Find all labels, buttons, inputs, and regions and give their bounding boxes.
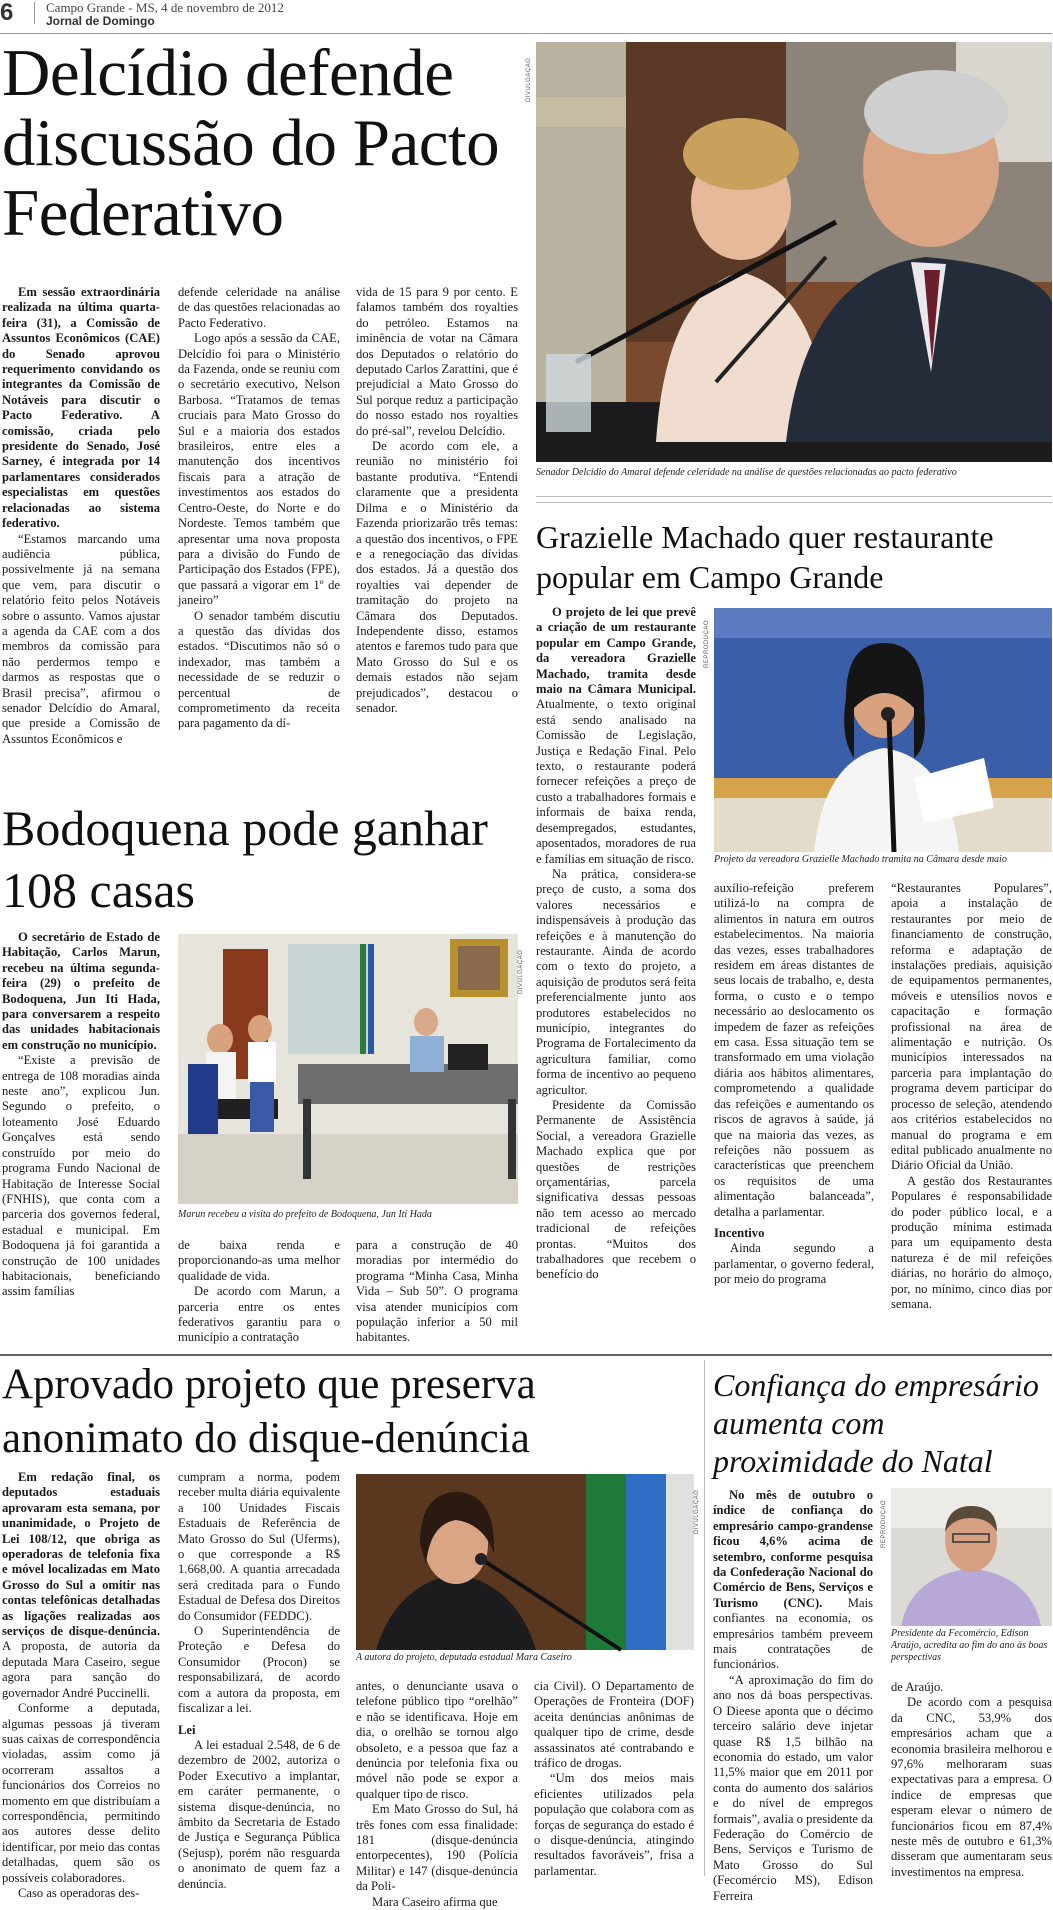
article2-column-1 — [536, 605, 696, 1355]
article3-caption: Marun recebeu a visita do prefeito de Bodoquena, Jun Iti Hada — [178, 1209, 432, 1220]
article5-paragraph: De acordo com a pesquisa da CNC, 53,9% dos empresários acham que a economia brasileira melhorou e 97,6% melhoraram suas expectativas para a empresa. O índice de empresas que esperam elevar o número de funcionários ficou em 87,4% neste mês de outubro e 61,3% disseram que aumentaram seus investimentos na empresa. — [891, 1695, 1052, 1879]
article5-headline: Confiança do empresário aumenta com proximidade do Natal — [713, 1367, 1039, 1479]
article2-headline: Grazielle Machado quer restaurante popular em Campo Grande — [536, 519, 994, 595]
article4-paragraph: Conforme a deputada, algumas pessoas já tiveram suas caixas de correspondência violadas, assim como já ocorreram assaltos a funcionários dos Correios no momento em que distribuíam a correspondência, permitindo aos autores desse delito identificar, por meio das contas detalhadas, quem são os possíveis colaboradores. — [2, 1701, 160, 1885]
article5-paragraph: “A aproximação do fim do ano nos dá boas perspectivas. O Dieese aponta que o décimo terceiro salário deve injetar quase R$ 1,5 bilhão na economia do estado, um valor 11,5% maior que em 2011 por conta do aumento dos salários e do nível de empregos formais”, avalia o presidente da Federação do Comércio de Bens, Serviços e Turismo de Mato Grosso do Sul (Fecomércio MS), Edison Ferreira — [713, 1672, 873, 1903]
article2-paragraph: auxílio-refeição preferem utilizá-lo na compra de alimentos in natura em outros estabelecimentos. Na maioria das vezes, esses trabalhadores residem em áreas distantes de seus locais de trabalho, e, desta forma, o custo e o tempo necessário ao deslocamento os impedem de fazer as refeições em casa. Essa situação tem se transformado em uma violação diária aos hábitos alimentares, comprometendo a qualidade das refeições e aumentando os riscos de agravos à saúde, já que na maioria das vezes, as refeições não possuem as características que preenchem os requisitos de uma alimentação balanceada”, detalha a parlamentar. — [714, 881, 874, 1219]
meeting-photo-image — [178, 934, 518, 1204]
article2-lead: O projeto de lei que prevê a criação de um restaurante popular em Campo Grande, da vereadora Grazielle Machado, tramita desde maio na Câmara Municipal. — [536, 605, 696, 697]
article2-lead-cont: Atualmente, o texto original está sendo analisado na Comissão de Legislação, Justiça e Redação Final. Pelo texto, o restaurante poderá fornecer refeições a preço de custo a trabalhadores formais e informais de baixa renda, desempregados, estudantes, aposentados, moradores de rua e famílias em situação de risco. — [536, 697, 696, 866]
article2-paragraph: A gestão dos Restaurantes Populares é responsabilidade do poder público local, e a produção mínima estimada para um equipamento desta natureza é de mil refeições diárias, no horário do almoço, por, no mínimo, cinco dias por semana. — [891, 1173, 1052, 1311]
article1-column-3 — [356, 285, 518, 788]
article3-lead: O secretário de Estado de Habitação, Carlos Marun, recebeu na última segunda-feira (29) o prefeito de Bodoquena, Jun Iti Hada, para conversarem a respeito das unidades habitacionais em construção no município. — [2, 930, 160, 1052]
article4-paragraph: cumpram a norma, podem receber multa diária equivalente a 100 Unidades Fiscais Estaduais de Referência de Mato Grosso do Sul (Uferms), o que corresponde a R$ 1.668,00. A quantia arrecadada será creditada para o Fundo Estadual de Defesa dos Direitos do Consumidor (FEDDC). — [178, 1470, 340, 1623]
article2-subhead: Incentivo — [714, 1225, 765, 1240]
article3-paragraph: De acordo com Marun, a parceria entre os entes federativos garantiu para o município a contratação — [178, 1284, 340, 1345]
article5-column-1 — [713, 1488, 873, 1903]
article1-paragraph: vida de 15 para 9 por cento. E falamos também dos royalties do petróleo. Estamos na iminência de votar na Câmara dos Deputados o relatório do deputado Carlos Zarattini, que é prejudicial a Mato Grosso do Sul porque reduz a participação do nosso estado nos royalties do pré-sal”, revelou Delcídio. — [356, 285, 518, 438]
article4-photo — [356, 1474, 694, 1650]
fecomercio-president-photo-image — [891, 1488, 1052, 1626]
article2-paragraph: Presidente da Comissão Permanente de Assistência Social, a vereadora Grazielle Machado explica que por questões de restrições orçamentárias, parcela significativa dessas pessoas não tem acesso ao mercado tradicional de refeições prontas. “Muitos dos trabalhadores que recebem o benefício do — [536, 1098, 696, 1282]
article2-paragraph: “Restaurantes Populares”, apoia a instalação de restaurantes por meio de financiamento de construção, reforma e adaptação de instalações prediais, aquisição de equipamentos permanentes, móveis e utensílios novos e capacitação e formação profissional na área de alimentação e nutrição. Os municípios interessados na parceria para implantação do programa devem participar do processo de seleção, atendendo aos critérios estabelecidos no manual do programa e em edital publicado anualmente no Diário Oficial da União. — [891, 881, 1052, 1173]
article4-caption: A autora do projeto, deputada estadual Mara Caseiro — [356, 1652, 572, 1663]
article5-lead-cont: Mais confiantes na economia, os empresários também preveem mais contratações de funcionários. — [713, 1595, 873, 1672]
article1-photo-credit: DIVULGAÇÃO — [526, 57, 532, 102]
article4-paragraph: A lei estadual 2.548, de 6 de dezembro de 2002, autoriza o Poder Executivo a implantar, em caráter permanente, o sistema disque-denúncia, no âmbito da Secretaria de Estado de Justiça e Segurança Pública (Sejusp), porém não resguarda o anonimato de quem faz a denúncia. — [178, 1737, 340, 1891]
article5-photo — [891, 1488, 1052, 1626]
article4-subhead: Lei — [178, 1722, 196, 1737]
article4-column-4 — [534, 1679, 694, 1876]
article1-paragraph: Logo após a sessão da CAE, Delcídio foi para o Ministério da Fazenda, onde se reuniu com o secretário executivo, Nelson Barbosa. “Tratamos de temas cruciais para Mato Grosso do Sul e a maioria dos estados brasileiros, entre eles a manutenção dos incentivos fiscais para a atração de investimentos aos estados do Centro-Oeste, do Norte e do Nordeste. Temos também que apresentar uma nova proposta para a divisão do Fundo de Participação dos Estados (FPE), que passará a vigorar em 1º de janeiro” — [178, 331, 340, 608]
article1-paragraph: De acordo com ele, a reunião no ministério foi bastante produtiva. “Entendi claramente que a presidenta Dilma e o Ministério da Fazenda priorizarão três temas: a questão dos incentivos, o FPE e a renegociação das dívidas dos estados. Já a questão dos royalties vai depender de tramitação do projeto na Câmara dos Deputados. Independente disso, estamos atentos e faremos tudo para que Mato Grosso do Sul e os demais estados não sejam prejudicados”, destacou o senador. — [356, 439, 518, 715]
article1-caption-rule — [536, 496, 1052, 497]
article3-paragraph: para a construção de 40 moradias por intermédio do programa “Minha Casa, Minha Vida – Sub 50”. O programa visa atender municípios com população inferior a 50 mil habitantes. — [356, 1238, 518, 1345]
article1-column-2 — [178, 285, 340, 788]
councilwoman-photo-image — [714, 608, 1052, 852]
article4-column-2 — [178, 1470, 340, 1891]
deputy-photo-image — [356, 1474, 694, 1650]
article5-photo-credit: REPRODUÇÃO — [881, 1499, 887, 1548]
article1-paragraph: O senador também discutiu a questão das dívidas dos estados. “Discutimos não só o indexador, mas também a necessidade de se reduzir o percentual de comprometimento da receita para pagamento da dí- — [178, 608, 340, 731]
article3-photo-credit: DIVULGAÇÃO — [518, 949, 524, 994]
article4-column-1 — [2, 1470, 160, 1900]
article4-paragraph: O Superintendência de Proteção e Defesa do Consumidor (Procon) se responsabilizará, de acordo com a autora da proposta, em fiscalizar a lei. — [178, 1624, 340, 1716]
article3-column-1 — [2, 930, 160, 1350]
article1-caption: Senador Delcídio do Amaral defende celeridade na análise de questões relacionadas ao pacto federativo — [536, 467, 957, 478]
dateline: Campo Grande - MS, 4 de novembro de 2012 — [46, 0, 284, 15]
article5-paragraph: de Araújo. — [891, 1680, 944, 1694]
article2-column-2 — [714, 881, 874, 1355]
article1-paragraph: “Estamos marcando uma audiência pública, possivelmente já na semana que vem, para discutir o relatório feito pelos Notáveis sobre o assunto. Vamos ajustar a agenda da CAE com a dos membros da comissão para não perdermos tempo e darmos as respostas que o Brasil precisa”, afirmou o senador Delcídio do Amaral, que preside a Comissão de Assuntos Econômicos e — [2, 531, 160, 746]
header-rule — [0, 33, 1052, 34]
article4-lead-cont: A proposta, de autoria da deputada Mara Caseiro, segue agora para sanção do governador André Puccinelli. — [2, 1639, 160, 1700]
article5-column-2 — [891, 1680, 1052, 1879]
article4-paragraph: antes, o denunciante usava o telefone público tipo “orelhão” e não se identificava. Hoje em dia, o orelhão se tornou algo obsoleto, e a pessoa que faz a denúncia por telefonia fixa ou móvel não pode se expor a qualquer tipo de risco. — [356, 1679, 518, 1801]
article4-lead: Em redação final, os deputados estaduais aprovaram esta semana, por unanimidade, o Projeto de Lei 108/12, que obriga as operadoras de telefonia fixa e móvel localizadas em Mato Grosso do Sul a omitir nas contas telefônicas detalhadas as ligações realizadas aos serviços de disque-denúncia. — [2, 1470, 160, 1639]
header-divider — [34, 2, 35, 24]
article3-paragraph: de baixa renda e proporcionando-as uma melhor qualidade de vida. — [178, 1238, 340, 1283]
article2-top-rule — [536, 502, 1052, 503]
article2-caption: Projeto da vereadora Grazielle Machado tramita na Câmara desde maio — [714, 854, 1007, 865]
article4-paragraph: Caso as operadoras des- — [18, 1885, 140, 1900]
article3-paragraph: “Existe a previsão de entrega de 108 moradias ainda neste ano”, explicou Jun. Segundo o prefeito, o loteamento José Eduardo Gonçalves está sendo construído por meio do programa Fundo Nacional de Habitação de Interesse Social (FNHIS), que conta com a parceria dos governos federal, estadual e municipal. Em Bodoquena já foi garantida a construção de 100 unidades habitacionais, beneficiando assim famílias — [2, 1053, 160, 1299]
article5-lead: No mês de outubro o índice de confiança do empresário campo-grandense ficou 4,6% acima de setembro, conforme pesquisa da Confederação Nacional do Comércio de Bens, Serviços e Turismo (CNC). — [713, 1488, 873, 1610]
article1-paragraph: defende celeridade na análise de das questões relacionadas ao Pacto Federativo. — [178, 285, 340, 330]
article2-photo-credit: REPRODUÇÃO — [704, 619, 710, 668]
column-divider — [704, 1360, 705, 1876]
article4-paragraph: “Um dos meios mais eficientes utilizados pela população que colabora com as forças de segurança do estado é o disque-denúncia, atingindo resultados favoráveis”, frisa a parlamentar. — [534, 1771, 694, 1878]
article4-headline: Aprovado projeto que preserva anonimato do disque-denúncia — [2, 1361, 536, 1462]
article4-column-3 — [356, 1679, 518, 1909]
article2-photo — [714, 608, 1052, 852]
article1-headline: Delcídio defende discussão do Pacto Federativo — [2, 36, 500, 250]
article1-photo — [536, 42, 1052, 462]
article2-paragraph: Ainda segundo a parlamentar, o governo federal, por meio do programa — [714, 1241, 874, 1287]
article5-caption: Presidente da Fecomércio, Edison Araújo, acredita ao fim do ano às boas perspectivas — [891, 1628, 1048, 1663]
senator-photo-image — [536, 42, 1052, 462]
article2-column-3 — [891, 881, 1052, 1355]
article4-paragraph: cia Civil). O Departamento de Operações de Fronteira (DOF) aceita denúncias anônimas de qualquer tipo de crime, desde assassinatos até contrabando e tráfico de drogas. — [534, 1679, 694, 1771]
article4-photo-credit: DIVULGAÇÃO — [694, 1489, 700, 1534]
article4-paragraph: Mara Caseiro afirma que — [372, 1894, 498, 1909]
section-divider — [0, 1354, 1052, 1356]
article3-column-2 — [178, 1238, 340, 1350]
article3-headline: Bodoquena pode ganhar 108 casas — [2, 800, 488, 918]
article3-photo — [178, 934, 518, 1204]
page-number: 6 — [0, 0, 14, 26]
article3-column-3 — [356, 1238, 518, 1350]
article1-column-1 — [2, 285, 160, 788]
article1-lead: Em sessão extraordinária realizada na última quarta-feira (31), a Comissão de Assuntos Econômicos (CAE) do Senado aprovou requerimento convidando os integrantes da Comissão de Notáveis para discutir o Pacto Federativo. A comissão, criada pelo presidente do Senado, José Sarney, é integrada por 14 parlamentares considerados especialistas em questões relacionadas ao sistema federativo. — [2, 285, 160, 531]
newspaper-name: Jornal de Domingo — [46, 14, 155, 28]
article4-paragraph: Em Mato Grosso do Sul, há três fones com essa finalidade: 181 (disque-denúncia entorpecentes), 190 (Polícia Militar) e 147 (disque-denúncia da Poli- — [356, 1802, 518, 1894]
article2-paragraph: Na prática, considera-se preço de custo, a soma dos valores necessários e indispensáveis à produção das refeições e à manutenção do restaurante. Ainda de acordo com o texto do projeto, a aquisição de produtos será feita preferencialmente junto aos produtores estabelecidos no município, integrantes do Programa de Fortalecimento da agricultura familiar, como forma de incentivo ao pequeno agricultor. — [536, 866, 696, 1097]
